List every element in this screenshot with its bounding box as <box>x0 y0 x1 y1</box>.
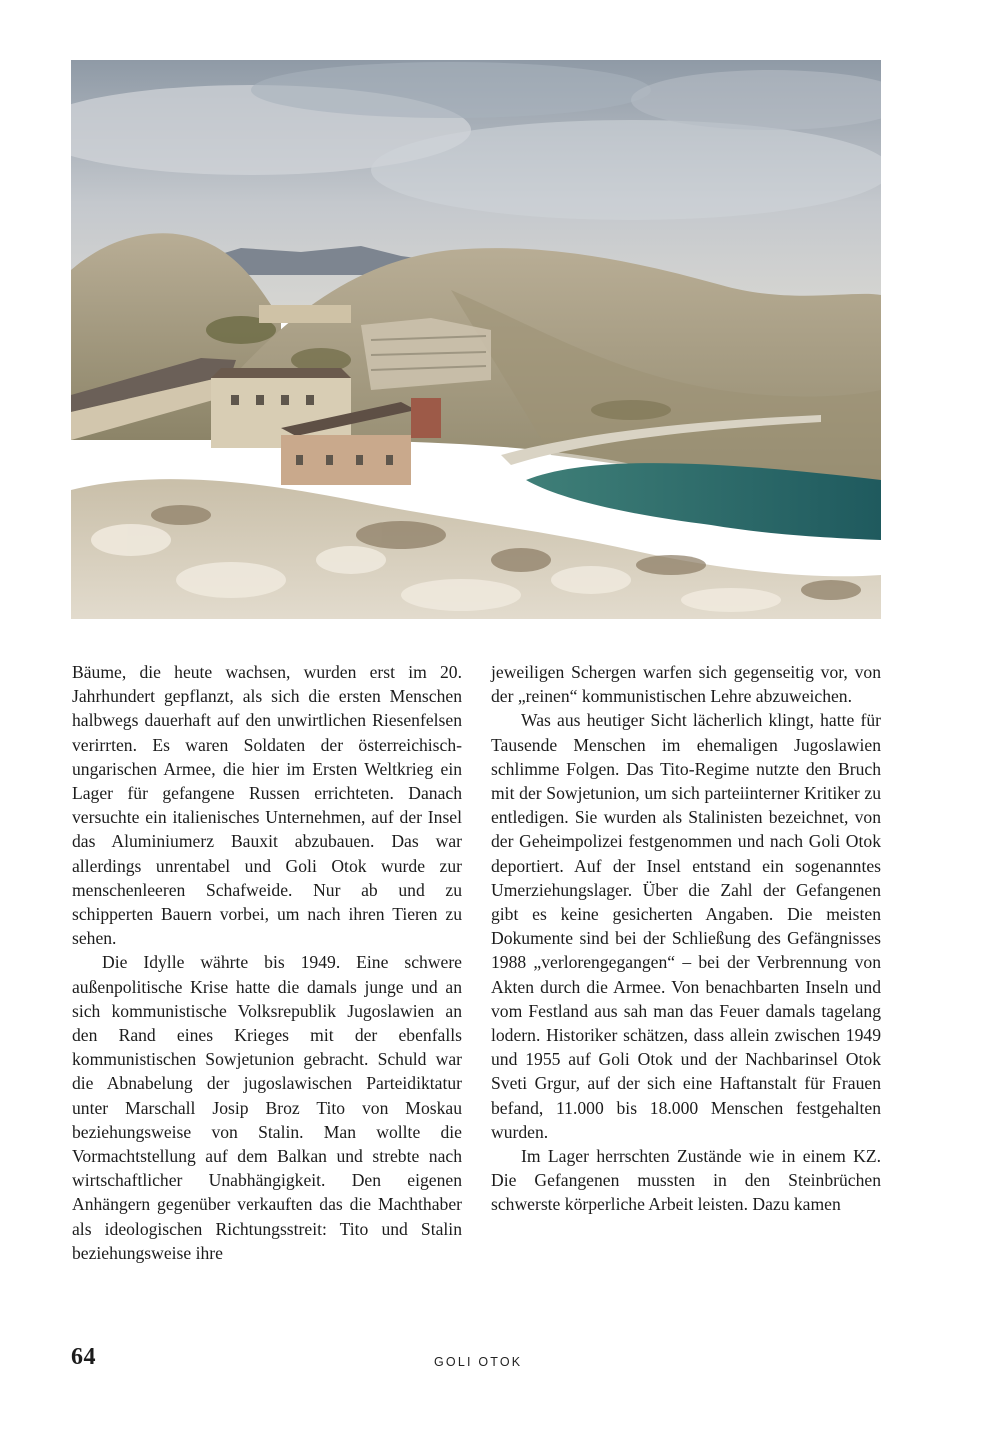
paragraph: Bäume, die heute wachsen, wurden erst im 20. Jahrhundert gepflanzt, als sich die ersten Menschen halbwegs dauerhaft auf den unwirtlichen Riesenfelsen verirrten. Es waren Soldaten der österreichisch-ungarischen Armee, die hier im Ersten Weltkrieg ein Lager für gefangene Russen errichteten. Danach versuchte ein italienisches Unternehmen, auf der Insel das Aluminiumerz Bauxit abzubauen. Das war allerdings unrentabel und Goli Otok wurde zur menschenleeren Schafweide. Nur ab und zu schipperten Bauern vorbei, um nach ihren Tieren zu sehen. <box>72 662 462 949</box>
paragraph: Die Idylle währte bis 1949. Eine schwere außenpolitische Krise hatte die damals junge und an sich kommunistische Volksrepublik Jugoslawien an den Rand eines Krieges mit der ebenfalls kommunistischen Sowjetunion gebracht. Schuld war die Abnabelung der jugoslawischen Parteidiktatur unter Marschall Josip Broz Tito von Moskau beziehungsweise von Stalin. Man wollte die Vormachtstellung auf dem Balkan und strebte nach wirtschaftlicher Unabhängigkeit. Den eigenen Anhängern gegenüber verkauften das die Machthaber als ideologischen Richtungsstreit: Tito und Stalin beziehungsweise ihre <box>72 952 462 1263</box>
distant-building <box>259 305 351 323</box>
page-number: 64 <box>71 1344 96 1370</box>
cloud <box>251 62 651 118</box>
running-head: GOLI OTOK <box>434 1355 523 1369</box>
sea <box>526 463 881 540</box>
paragraph: Was aus heutiger Sicht lächerlich klingt, hatte für Tausende Menschen im ehemaligen Jugoslawien schlimme Folgen. Das Tito-Regime nutzte den Bruch mit der Sowjetunion, um sich parteiinterner Kritiker zu entledigen. Sie wurden als Stalinisten bezeichnet, von der Geheimpolizei festgenommen und nach Goli Otok deportiert. Auf der Insel entstand ein sogenanntes Umerziehungslager. Über die Zahl der Gefangenen gibt es keine gesicherten Angaben. Die meisten Dokumente sind bei der Schließung des Gefängnisses 1988 „verlorengegangen“ – bei der Verbrennung von Akten durch die Armee. Von benachbarten Inseln und vom Festland aus sah man das Feuer damals tagelang lodern. Historiker schätzen, dass allein zwischen 1949 und 1955 auf Goli Otok und der Nachbarinsel Otok Sveti Grgur, auf der sich eine Haftanstalt für Frauen befand, 11.000 bis 18.000 Menschen festgehalten wurden. <box>491 710 881 1142</box>
landscape-photo <box>71 60 881 619</box>
text-column-right <box>491 660 881 1217</box>
text-column-left <box>72 660 462 1265</box>
cloud <box>371 120 881 220</box>
paragraph: Im Lager herrschten Zustände wie in einem KZ. Die Gefangenen mussten in den Steinbrüchen schwerste körperliche Arbeit leisten. Dazu kamen <box>491 1146 881 1215</box>
paragraph: jeweiligen Schergen warfen sich gegenseitig vor, von der „reinen“ kommunistischen Lehre abzuweichen. <box>491 662 881 707</box>
